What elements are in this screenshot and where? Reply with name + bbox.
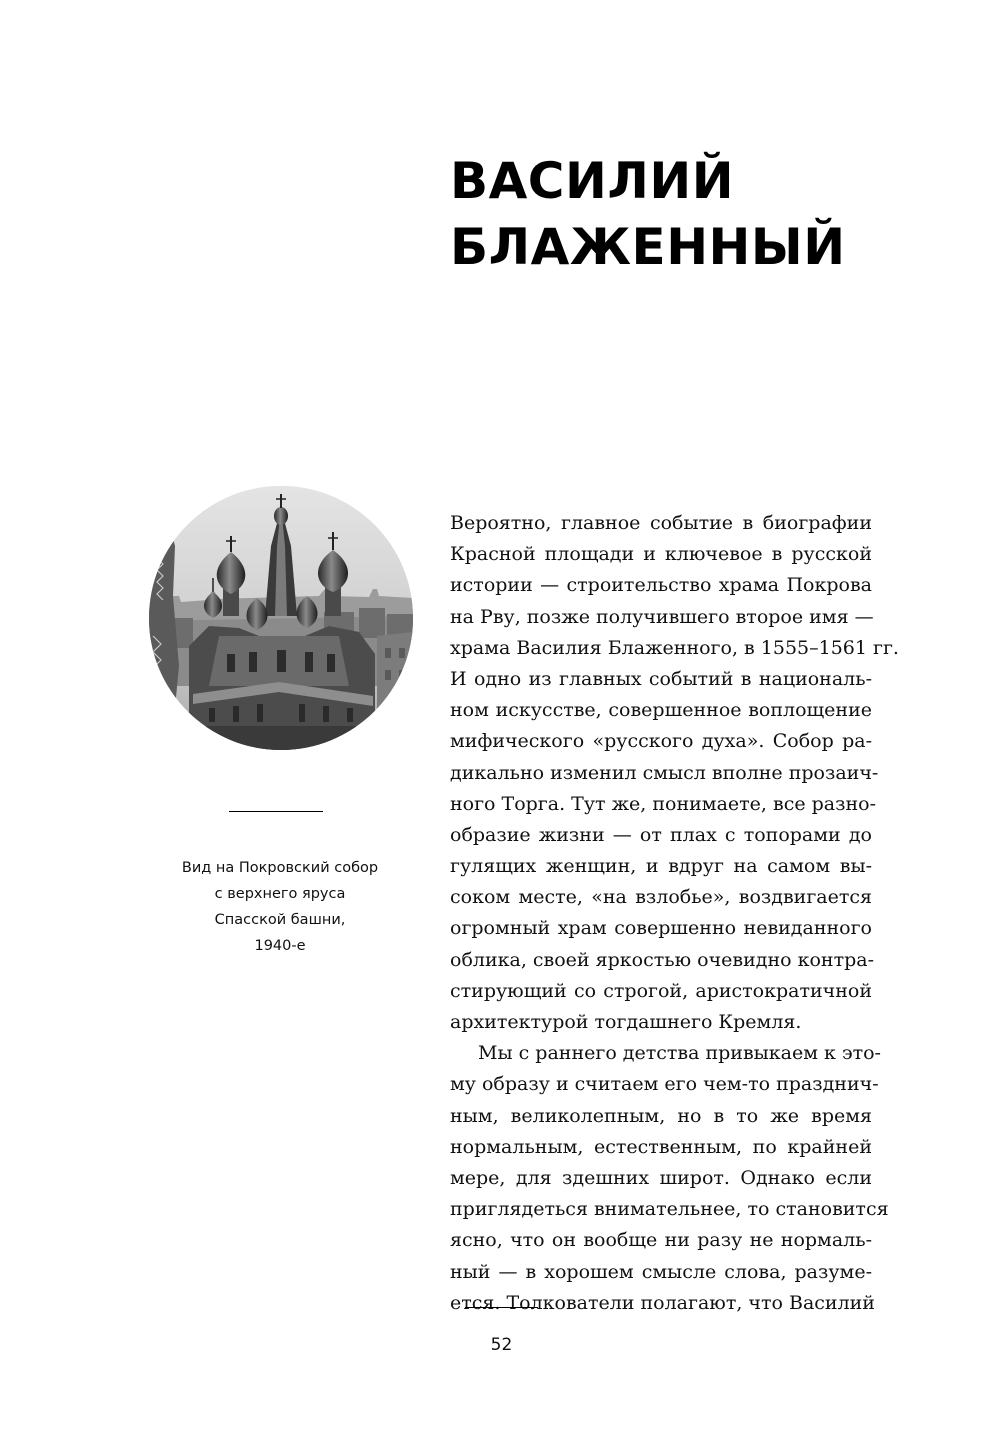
caption-line: с верхнего яруса — [214, 886, 346, 902]
text-line: Красной площади и ключевое в русской — [450, 543, 872, 566]
text-line: ный — в хорошем смысле слова, разуме- — [450, 1260, 872, 1283]
text-line: Мы с раннего детства привыкаем к это- — [478, 1042, 881, 1065]
text-line: образие жизни — от плах с топорами до — [450, 823, 872, 846]
text-line: И одно из главных событий в националь- — [450, 667, 872, 690]
text-line: мифического «русского духа». Собор ра- — [450, 730, 872, 753]
st-basils-cathedral-photo-icon — [149, 486, 413, 750]
body-text — [450, 508, 899, 1319]
caption-line: Спасской башни, — [214, 912, 346, 928]
text-line: ного Торга. Тут же, понимаете, все разно- — [450, 792, 876, 815]
text-line: истории — строительство храма Покрова — [450, 574, 872, 597]
text-line: облика, своей яркостью очевидно контра- — [450, 948, 875, 971]
text-line: Вероятно, главное событие в биографии — [450, 512, 872, 534]
caption-line: Вид на Покровский собор — [181, 860, 379, 876]
text-line: ным, великолепным, но в то же время — [450, 1104, 872, 1127]
text-line: нормальным, естественным, по крайней — [450, 1135, 872, 1158]
text-line: приглядеться внимательнее, то становится — [450, 1198, 889, 1221]
text-line: на Рву, позже получившего второе имя — — [450, 605, 874, 628]
text-line: соком месте, «на взлобье», воздвигается — [450, 886, 872, 909]
text-line: храма Василия Блаженного, в 1555–1561 гг. — [450, 636, 899, 659]
figure-caption — [155, 855, 405, 959]
paragraph — [450, 1038, 889, 1319]
text-line: му образу и считаем его чем-то празднич- — [450, 1073, 879, 1096]
caption-line: 1940-е — [254, 938, 306, 954]
text-line: ясно, что он вообще ни разу не нормаль- — [450, 1229, 872, 1252]
text-line: ется. Толкователи полагают, что Василий — [450, 1291, 875, 1314]
caption-divider — [229, 811, 323, 812]
text-line: стирующий со строгой, аристократичной — [450, 979, 872, 1002]
text-line: огромный храм совершенно невиданного — [450, 917, 872, 940]
page-number: 52 — [490, 1335, 513, 1355]
text-line: дикально изменил смысл вполне прозаич- — [450, 761, 879, 784]
text-line: ном искусстве, совершенное воплощение — [450, 699, 872, 722]
paragraph — [450, 508, 899, 1038]
chapter-title — [450, 148, 846, 280]
footer-divider — [465, 1307, 538, 1308]
chapter-title-line: БЛАЖЕННЫЙ — [450, 218, 846, 276]
text-line: архитектурой тогдашнего Кремля. — [450, 1011, 802, 1033]
chapter-title-line: ВАСИЛИЙ — [450, 152, 735, 210]
text-line: гулящих женщин, и вдруг на самом вы- — [450, 855, 872, 878]
text-line: мере, для здешних широт. Однако если — [450, 1166, 872, 1189]
